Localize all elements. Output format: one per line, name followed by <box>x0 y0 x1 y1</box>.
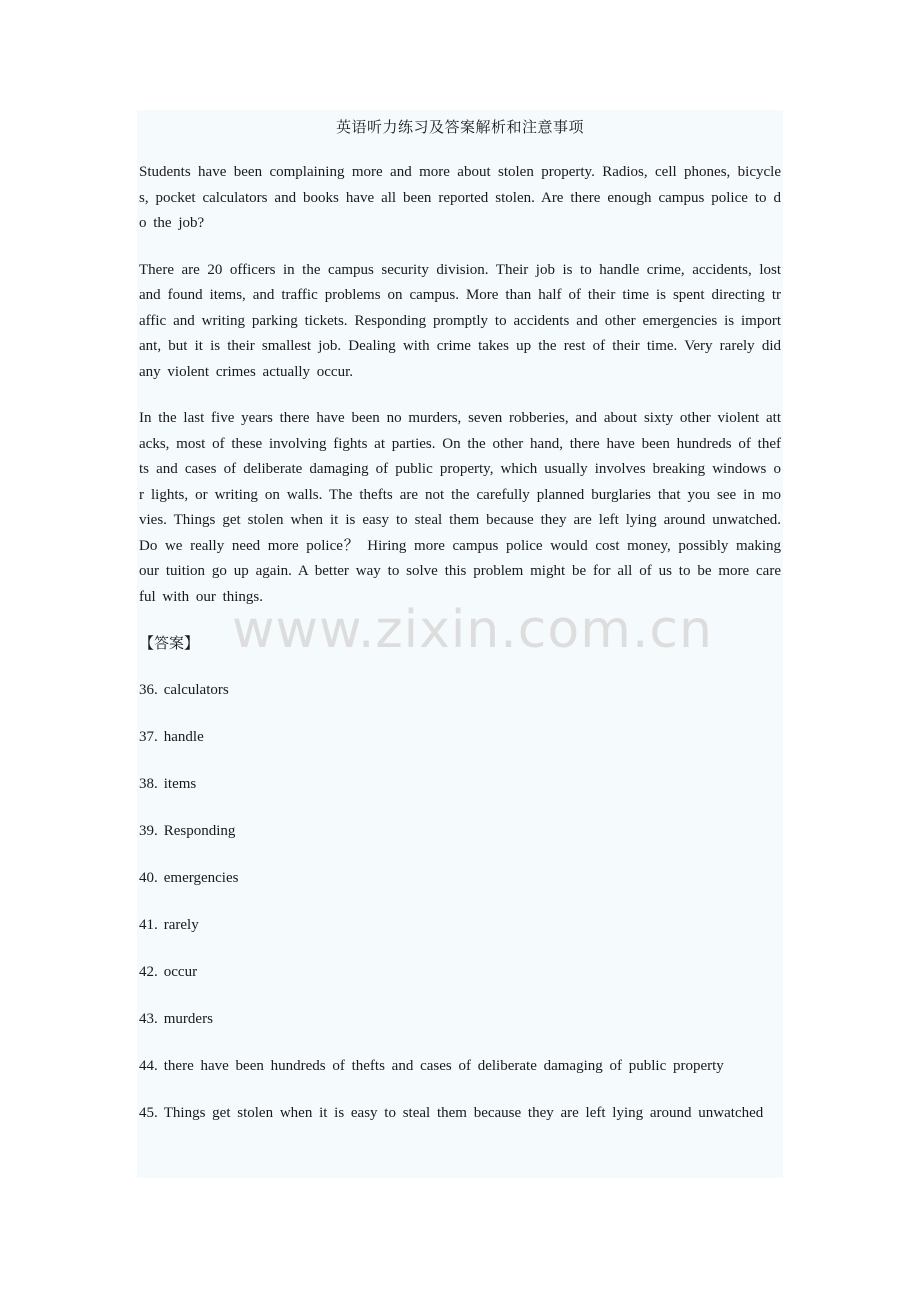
paragraph-1: Students have been complaining more and more about stolen property. Radios, cell phones, bicycles, pocket calculators and books have all been reported stolen. Are there enough campus police to do the job? <box>139 164 781 231</box>
paragraph-2: There are 20 officers in the campus security division. Their job is to handle crime, accidents, lost and found items, and traffic problems on campus. More than half of their time is spent directing traffic and writing parking tickets. Responding promptly to accidents and other emergencies is important, but it is their smallest job. Dealing with crime takes up the rest of their time. Very rarely did any violent crimes actually occur. <box>139 261 781 380</box>
answer-number: 44. <box>139 1058 158 1074</box>
answer-heading: 【答案】 <box>139 634 200 652</box>
answer-item <box>139 1054 781 1080</box>
answer-number: 36. <box>139 682 158 698</box>
answer-list <box>139 678 781 1127</box>
answer-item <box>139 913 781 939</box>
answer-item <box>139 772 781 798</box>
answer-text: calculators <box>163 682 229 698</box>
answer-text: emergencies <box>163 870 239 886</box>
answer-text: murders <box>163 1011 213 1027</box>
answer-number: 45. <box>139 1105 158 1121</box>
answer-item <box>139 960 781 986</box>
answer-text: Responding <box>163 823 236 839</box>
document-title: 英语听力练习及答案解析和注意事项 <box>335 118 584 136</box>
answer-text: Things get stolen when it is easy to steal them because they are left lying around unwatched <box>163 1105 764 1121</box>
paragraph-3: In the last five years there have been no murders, seven robberies, and about sixty other violent attacks, most of these involving fights at parties. On the other hand, there have been hundreds of thefts and cases of deliberate damaging of public property, which usually involves breaking windows or lights, or writing on walls. The thefts are not the carefully planned burglaries that you see in movies. Things get stolen when it is easy to steal them because they are left lying around unwatched. Do we really need more police？ Hiring more campus police would cost money, possibly making our tuition go up again. A better way to solve this problem might be for all of us to be more careful with our things. <box>139 410 781 605</box>
watermark: www.zixin.com.cn <box>232 600 713 660</box>
answer-item <box>139 866 781 892</box>
answer-number: 40. <box>139 870 158 886</box>
answer-number: 38. <box>139 776 158 792</box>
answer-item <box>139 819 781 845</box>
document-content <box>139 116 781 1148</box>
answer-number: 42. <box>139 964 158 980</box>
answer-text: handle <box>163 729 204 745</box>
answer-text: items <box>163 776 197 792</box>
answer-item <box>139 1101 781 1127</box>
answer-item <box>139 1007 781 1033</box>
answer-text: rarely <box>163 917 199 933</box>
answer-number: 37. <box>139 729 158 745</box>
answer-text: occur <box>163 964 198 980</box>
answer-number: 43. <box>139 1011 158 1027</box>
answer-item <box>139 725 781 751</box>
answer-number: 39. <box>139 823 158 839</box>
answer-number: 41. <box>139 917 158 933</box>
answer-item <box>139 678 781 704</box>
answer-text: there have been hundreds of thefts and cases of deliberate damaging of public property <box>163 1058 724 1074</box>
